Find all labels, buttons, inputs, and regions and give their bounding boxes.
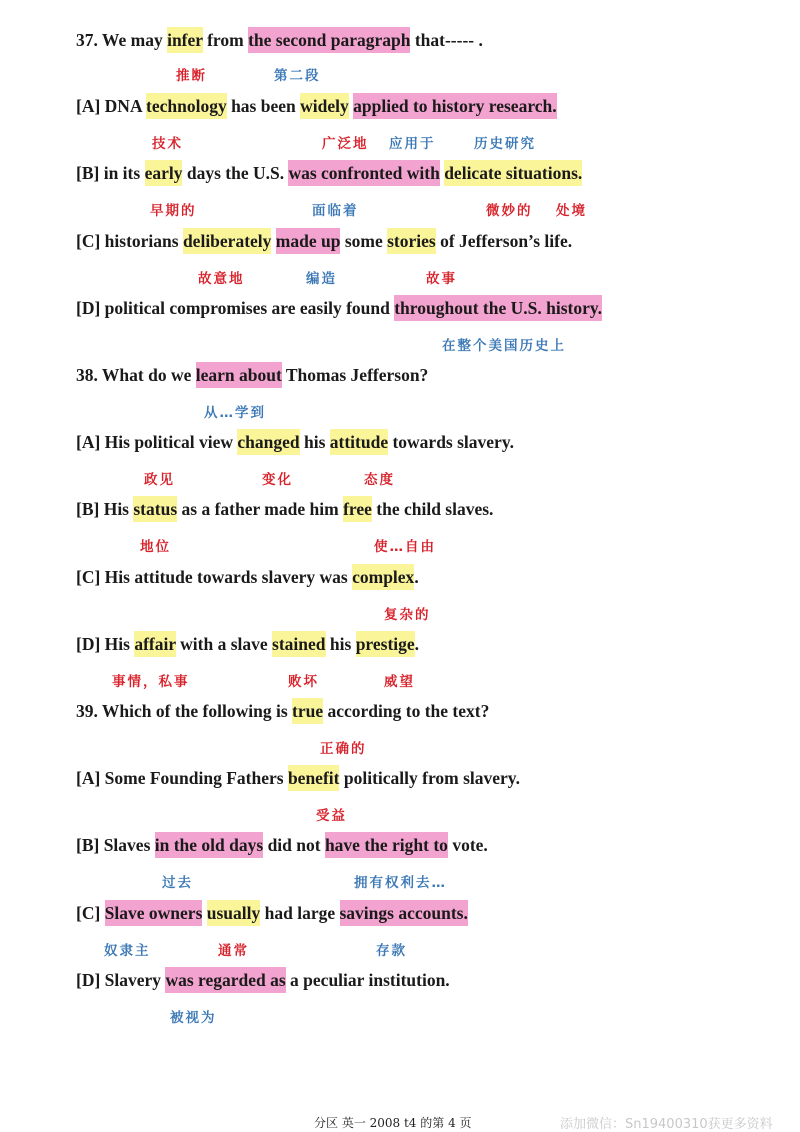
annotation-slave-owners: 奴隶主 bbox=[104, 943, 151, 959]
annotation-made-up: 编造 bbox=[306, 271, 337, 287]
option-37a: [A] DNA technology has been widely applied to history research. bbox=[76, 92, 557, 120]
annotation-second-paragraph: 第二段 bbox=[274, 68, 321, 84]
annotation-regarded-as: 被视为 bbox=[170, 1010, 217, 1026]
annotation-have-right: 拥有权利去… bbox=[354, 875, 447, 891]
annotation-learn-about: 从…学到 bbox=[204, 405, 266, 421]
option-39b: [B] Slaves in the old days did not have the right to vote. bbox=[76, 831, 488, 859]
option-38b: [B] His status as a father made him free the child slaves. bbox=[76, 495, 493, 523]
question-38-stem: 38. What do we learn about Thomas Jefferson? bbox=[76, 361, 428, 389]
annotation-status: 地位 bbox=[140, 539, 171, 555]
option-39c: [C] Slave owners usually had large savings accounts. bbox=[76, 899, 468, 927]
option-38d: [D] His affair with a slave stained his prestige. bbox=[76, 630, 419, 658]
annotation-benefit: 受益 bbox=[316, 808, 347, 824]
annotation-stories: 故事 bbox=[426, 271, 457, 287]
option-39d: [D] Slavery was regarded as a peculiar institution. bbox=[76, 966, 450, 994]
annotation-delicate: 微妙的 bbox=[486, 203, 533, 219]
annotation-affair: 事情，私事 bbox=[112, 674, 190, 690]
annotation-attitude: 态度 bbox=[364, 472, 395, 488]
question-39-stem: 39. Which of the following is true according to the text? bbox=[76, 697, 489, 725]
option-38c: [C] His attitude towards slavery was complex. bbox=[76, 563, 419, 591]
annotation-changed: 变化 bbox=[262, 472, 293, 488]
option-37d: [D] political compromises are easily found throughout the U.S. history. bbox=[76, 294, 602, 322]
annotation-confronted: 面临着 bbox=[312, 203, 359, 219]
annotation-deliberately: 故意地 bbox=[198, 271, 245, 287]
annotation-old-days: 过去 bbox=[162, 875, 193, 891]
annotation-complex: 复杂的 bbox=[384, 607, 431, 623]
annotation-political-view: 政见 bbox=[144, 472, 175, 488]
annotation-technology: 技术 bbox=[152, 136, 183, 152]
annotation-throughout-history: 在整个美国历史上 bbox=[442, 338, 566, 354]
question-37-stem: 37. We may infer from the second paragraph that----- . bbox=[76, 26, 483, 54]
annotation-applied: 应用于 bbox=[389, 136, 436, 152]
highlight-infer: infer bbox=[167, 27, 203, 53]
option-37c: [C] historians deliberately made up some stories of Jefferson’s life. bbox=[76, 227, 572, 255]
page-footer: 分区 英一 2008 t4 的第 4 页 bbox=[314, 1116, 472, 1130]
annotation-true: 正确的 bbox=[320, 741, 367, 757]
watermark-text: 添加微信：Sn19400310获更多资料 bbox=[560, 1117, 773, 1132]
annotation-usually: 通常 bbox=[218, 943, 249, 959]
annotation-free: 使…自由 bbox=[374, 539, 436, 555]
annotation-widely: 广泛地 bbox=[322, 136, 369, 152]
highlight-second-paragraph: the second paragraph bbox=[248, 27, 410, 53]
annotation-early: 早期的 bbox=[150, 203, 197, 219]
option-37b: [B] in its early days the U.S. was confronted with delicate situations. bbox=[76, 159, 582, 187]
option-39a: [A] Some Founding Fathers benefit politically from slavery. bbox=[76, 764, 520, 792]
annotation-infer: 推断 bbox=[176, 68, 207, 84]
option-38a: [A] His political view changed his attitude towards slavery. bbox=[76, 428, 514, 456]
annotation-history-research: 历史研究 bbox=[474, 136, 536, 152]
annotation-stained: 败坏 bbox=[288, 674, 319, 690]
annotation-savings: 存款 bbox=[376, 943, 407, 959]
annotation-situations: 处境 bbox=[556, 203, 587, 219]
annotation-prestige: 威望 bbox=[384, 674, 415, 690]
